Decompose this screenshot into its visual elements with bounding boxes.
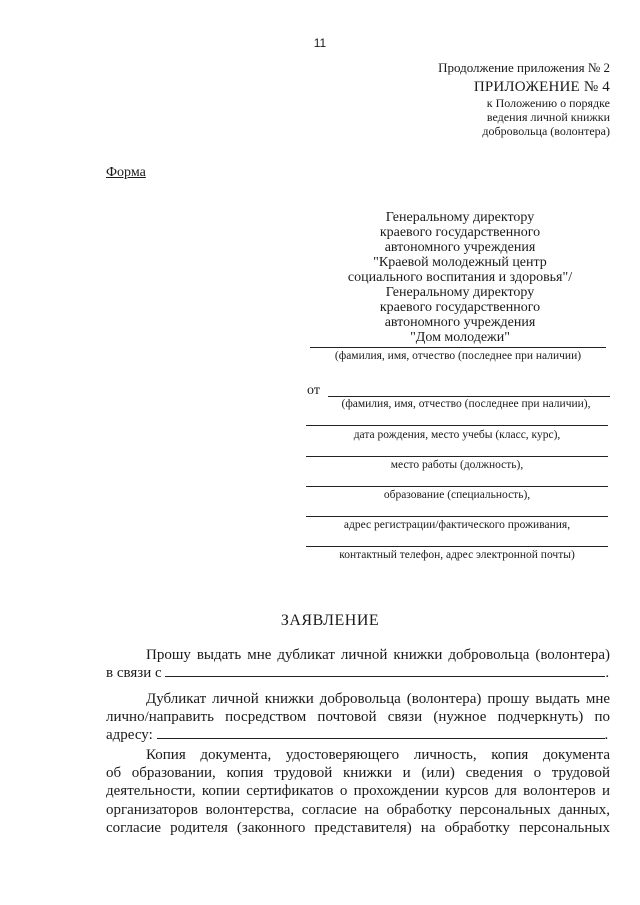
addressee-line: краевого государственного <box>379 300 541 315</box>
paragraph-3-line-2: об образовании, копия трудовой книжки и (или) сведения о трудовой <box>106 765 610 782</box>
work-line[interactable] <box>306 456 608 457</box>
applicant-fio-caption: (фамилия, имя, отчество (последнее при наличии), <box>341 398 591 410</box>
applicant-fio-line[interactable] <box>328 396 610 397</box>
paragraph-3-line-5: согласие родителя (законного представителя) на обработку персональных <box>106 819 610 836</box>
paragraph-2-prefix: адресу: <box>106 727 153 744</box>
paragraph-3-line-3: деятельности, копии сертификатов о прохождении курсов для волонтеров и <box>106 783 610 800</box>
from-label: от <box>307 383 320 398</box>
addressee-line: краевого государственного <box>379 225 541 240</box>
statement-paragraph-1 <box>106 646 610 682</box>
birth-study-line[interactable] <box>306 425 608 426</box>
contact-line[interactable] <box>306 546 608 547</box>
statement-paragraph-3 <box>106 746 610 837</box>
paragraph-3-line-1: Копия документа, удостоверяющего личность, копия документа <box>146 747 610 763</box>
paragraph-1-prefix: в связи с <box>106 665 162 682</box>
appendix-subtitle-line: ведения личной книжки <box>486 110 610 124</box>
page-number: 11 <box>313 36 327 50</box>
address-line[interactable] <box>306 516 608 517</box>
education-caption: образование (специальность), <box>383 489 531 501</box>
birth-study-caption: дата рождения, место учебы (класс, курс), <box>353 429 561 441</box>
addressee-block <box>300 210 620 345</box>
appendix-subtitle <box>440 96 610 138</box>
continuation-label: Продолжение приложения № 2 <box>438 60 610 75</box>
address-caption: адрес регистрации/фактического проживания, <box>343 519 571 531</box>
appendix-subtitle-line: к Положению о порядке <box>486 96 610 110</box>
addressee-line: Генеральному директору <box>385 285 535 300</box>
paragraph-2-suffix: . <box>604 727 609 744</box>
form-label: Форма <box>106 165 146 180</box>
paragraph-1-suffix: . <box>605 665 610 682</box>
delivery-address-blank-line[interactable] <box>157 726 605 739</box>
appendix-subtitle-line: добровольца (волонтера) <box>482 124 610 138</box>
addressee-fio-line[interactable] <box>310 347 606 348</box>
addressee-line: "Краевой молодежный центр <box>373 255 547 270</box>
paragraph-3-line-4: организаторов волонтерства, согласие на обработку персональных данных, <box>106 801 610 818</box>
addressee-line: "Дом молодежи" <box>410 330 510 345</box>
work-caption: место работы (должность), <box>390 459 524 471</box>
reason-blank-line[interactable] <box>165 664 605 677</box>
statement-paragraph-2 <box>106 690 610 745</box>
contact-caption: контактный телефон, адрес электронной почты) <box>339 549 575 561</box>
paragraph-1-line-1: Прошу выдать мне дубликат личной книжки добровольца (волонтера) <box>146 647 610 663</box>
paragraph-2-line-2: лично/направить посредством почтовой связи (нужное подчеркнуть) по <box>106 709 610 726</box>
addressee-line: автономного учреждения <box>384 240 536 255</box>
appendix-title: ПРИЛОЖЕНИЕ № 4 <box>473 79 610 95</box>
addressee-line: социального воспитания и здоровья"/ <box>347 270 573 285</box>
education-line[interactable] <box>306 486 608 487</box>
paragraph-2-line-1: Дубликат личной книжки добровольца (волонтера) прошу выдать мне <box>146 691 610 707</box>
addressee-line: автономного учреждения <box>384 315 536 330</box>
addressee-line: Генеральному директору <box>385 210 535 225</box>
addressee-fio-caption: (фамилия, имя, отчество (последнее при наличии) <box>334 350 582 362</box>
statement-title: ЗАЯВЛЕНИЕ <box>280 612 380 629</box>
